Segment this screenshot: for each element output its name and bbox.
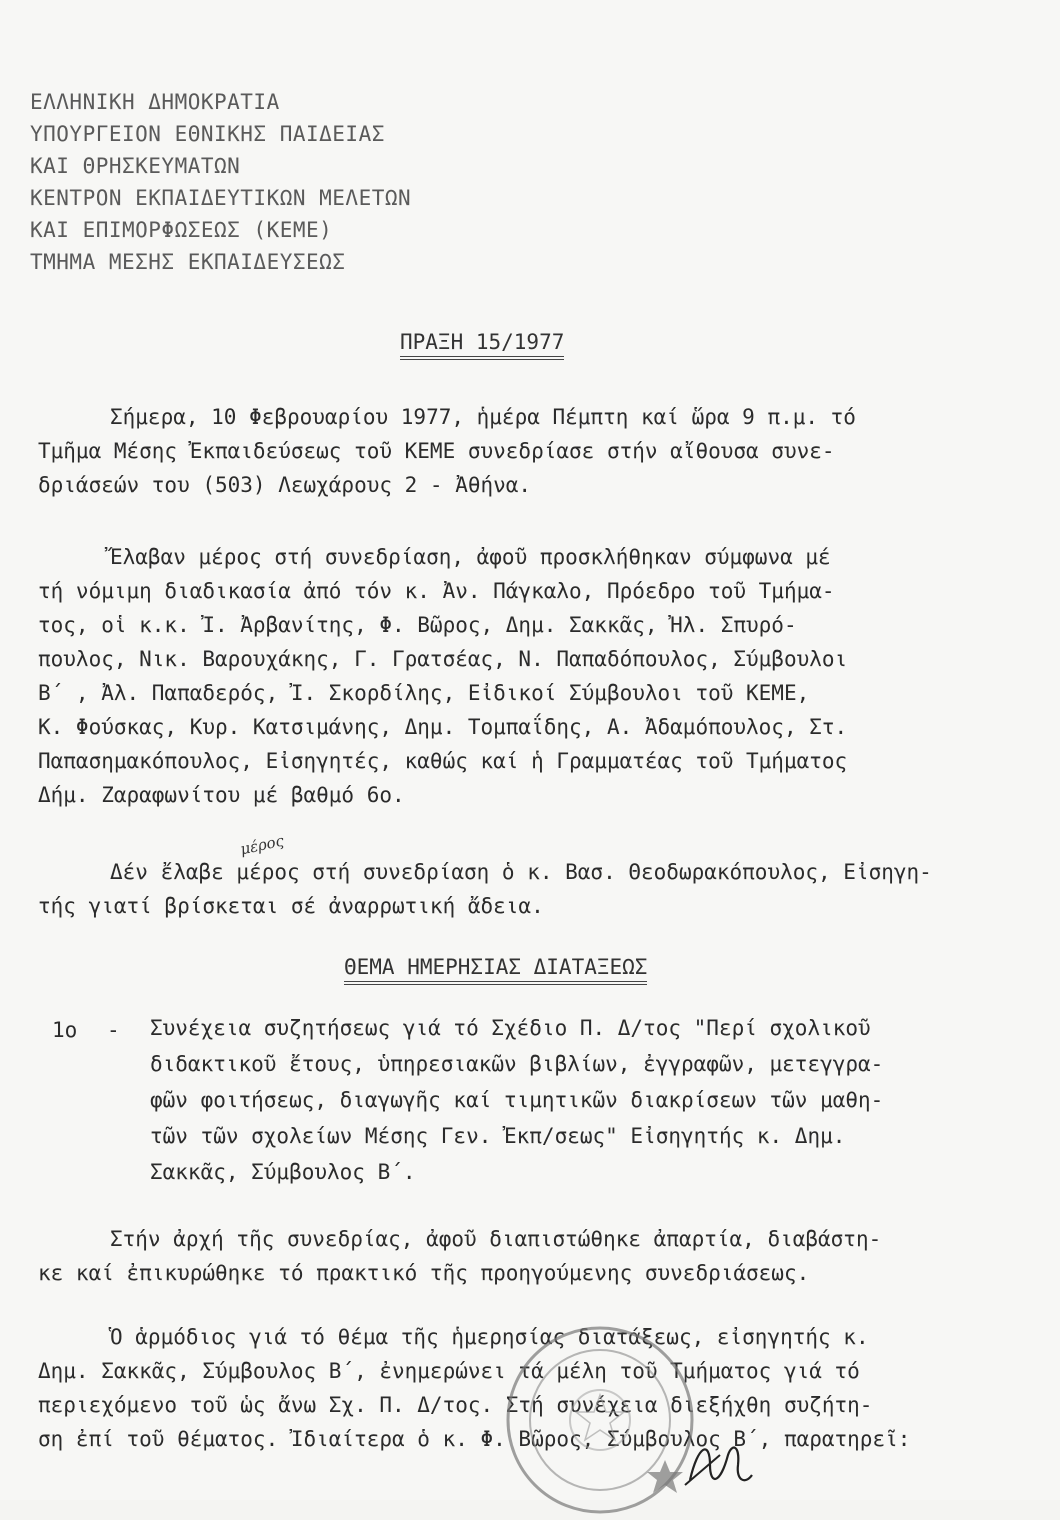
- paragraph-attendees: Ἔλαβαν μέρος στή συνεδρίαση, ἀφοῦ προσκλήθηκαν σύμφωνα μέ τή νόμιμη διαδικασία ἀπό τόν κ. Ἀν. Πάγκαλο, Πρόεδρο τοῦ Τμήμα- τος, οἱ κ.κ. Ἰ. Ἀρβανίτης, Φ. Βῶρος, Δημ. Σακκᾶς, Ἠλ. Σπυρό- πουλος, Νικ. Βαρουχάκης, Γ. Γρατσέας, Ν. Παπαδόπουλος, Σύμβουλοι Β΄ , Ἀλ. Παπαδερός, Ἰ. Σκορδίλης, Εἰδικοί Σύμβουλοι τοῦ ΚΕΜΕ, Κ. Φούσκας, Κυρ. Κατσιμάνης, Δημ. Τομπαΐδης, Α. Ἀδαμόπουλος, Στ. Παπασημακόπουλος, Εἰσηγητές, καθώς καί ἡ Γραμματέας τοῦ Τμήματος Δήμ. Ζαραφωνίτου μέ βαθμό 6ο.: [38, 545, 848, 807]
- paragraph-session-date: Σήμερα, 10 Φεβρουαρίου 1977, ἡμέρα Πέμπτη καί ὥρα 9 π.μ. τό Τμῆμα Μέσης Ἐκπαιδεύσεως τοῦ ΚΕΜΕ συνεδρίασε στήν αἴθουσα συνε- δριάσεών του (503) Λεωχάρους 2 - Ἀθήνα.: [38, 405, 856, 497]
- letterhead-line: ΚΕΝΤΡΟΝ ΕΚΠΑΙΔΕΥΤΙΚΩΝ ΜΕΛΕΤΩΝ: [30, 186, 412, 210]
- agenda-item-number: 1ο: [52, 1018, 78, 1042]
- letterhead-line: ΚΑΙ ΘΡΗΣΚΕΥΜΑΤΩΝ: [30, 154, 241, 178]
- agenda-item-dash: -: [107, 1018, 120, 1042]
- paragraph-quorum: Στήν ἀρχή τῆς συνεδρίας, ἀφοῦ διαπιστώθηκε ἀπαρτία, διαβάστη- κε καί ἐπικυρώθηκε τό πρακτικό τῆς προηγούμενης συνεδριάσεως.: [38, 1227, 882, 1285]
- agenda-item-text: Συνέχεια συζητήσεως γιά τό Σχέδιο Π. Δ/τος "Περί σχολικοῦ διδακτικοῦ ἔτους, ὑπηρεσιακῶν βιβλίων, ἐγγραφῶν, μετεγγρα- φῶν φοιτήσεως, διαγωγῆς καί τιμητικῶν διακρίσεων τῶν μαθη- τῶν τῶν σχολείων Μέσης Γεν. Ἐκπ/σεως" Εἰσηγητής κ. Δημ. Σακκᾶς, Σύμβουλος Β΄.: [150, 1016, 884, 1184]
- paragraph-absent: Δέν ἔλαβε μέρος στή συνεδρίαση ὁ κ. Βασ. Θεοδωρακόπουλος, Εἰσηγη- τής γιατί βρίσκεται σέ ἀναρρωτική ἄδεια.: [38, 860, 932, 918]
- letterhead-line: ΚΑΙ ΕΠΙΜΟΡΦΩΣΕΩΣ (ΚΕΜΕ): [30, 218, 333, 242]
- letterhead: [30, 86, 411, 278]
- letterhead-line: ΕΛΛΗΝΙΚΗ ΔΗΜΟΚΡΑΤΙΑ: [30, 90, 280, 114]
- agenda-heading: ΘΕΜΑ ΗΜΕΡΗΣΙΑΣ ΔΙΑΤΑΞΕΩΣ: [344, 955, 647, 985]
- letterhead-line: ΥΠΟΥΡΓΕΙΟΝ ΕΘΝΙΚΗΣ ΠΑΙΔΕΙΑΣ: [30, 122, 385, 146]
- handwritten-annotation: μέρος: [238, 831, 286, 859]
- signature-icon: [680, 1435, 760, 1495]
- paragraph-discussion: Ὁ ἁρμόδιος γιά τό θέμα τῆς ἡμερησίας διατάξεως, εἰσηγητής κ. Δημ. Σακκᾶς, Σύμβουλος Β΄, ἐνημερώνει τά μέλη τοῦ Τμήματος γιά τό περιεχόμενο τοῦ ὡς ἄνω Σχ. Π. Δ/τος. Στή συνέχεια διεξήχθη συζήτη- ση ἐπί τοῦ θέματος. Ἰδιαίτερα ὁ κ. Φ. Βῶρος, Σύμβουλος Β΄, παρατηρεῖ:: [38, 1325, 911, 1451]
- document-title: ΠΡΑΞΗ 15/1977: [400, 330, 564, 360]
- official-stamp-icon: [500, 1320, 700, 1520]
- letterhead-line: ΤΜΗΜΑ ΜΕΣΗΣ ΕΚΠΑΙΔΕΥΣΕΩΣ: [30, 250, 346, 274]
